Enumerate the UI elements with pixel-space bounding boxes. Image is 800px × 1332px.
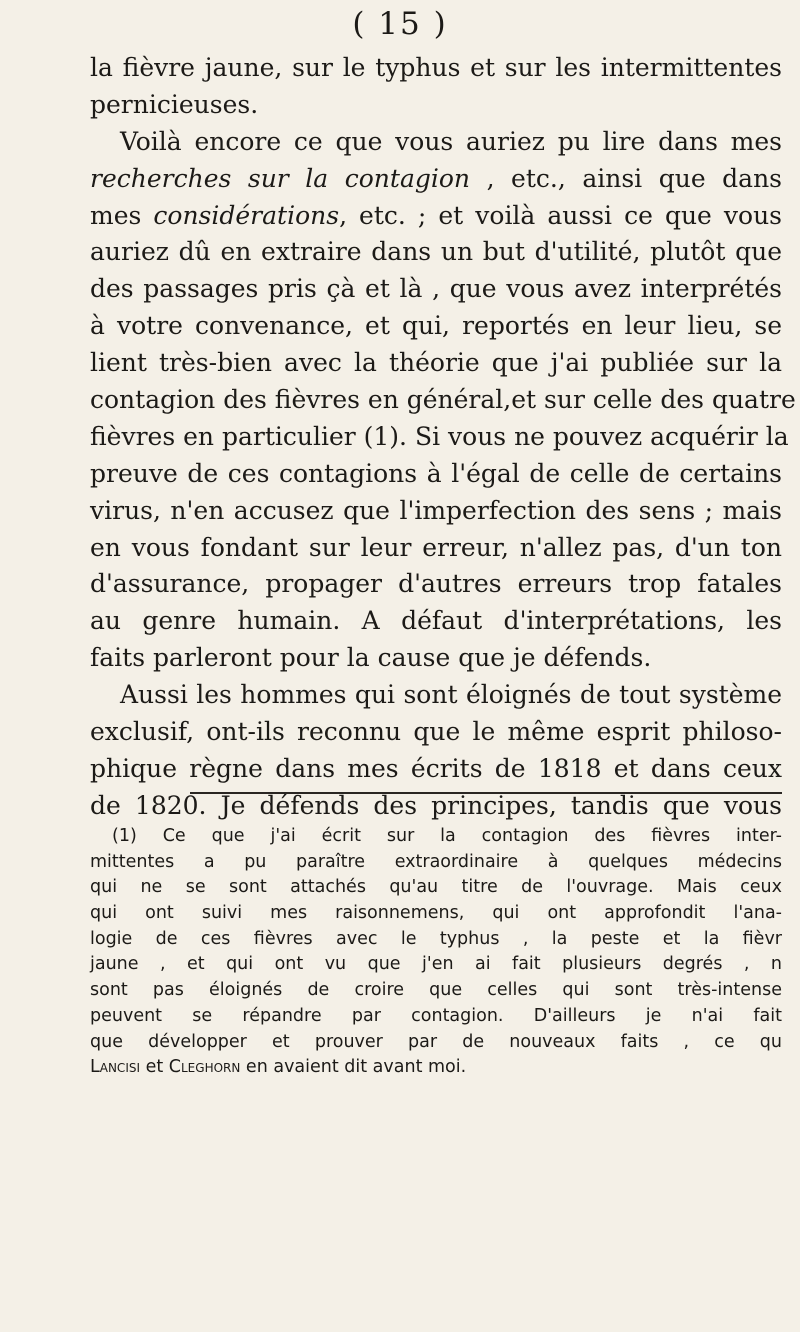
body-line [90, 382, 796, 419]
body-line [90, 345, 782, 382]
body-line [90, 161, 782, 198]
body-line [90, 714, 782, 751]
footnote-text-run: peuvent se répandre par contagion. D'ailleurs je n'ai fait [90, 1005, 782, 1026]
body-line [90, 124, 782, 161]
footnote-line [90, 927, 782, 953]
footnote-text-run: mittentes a pu paraître extraordinaire à quelques médecins [90, 851, 782, 872]
page-number: ( 15 ) [352, 6, 448, 42]
main-text [90, 50, 796, 825]
body-text-run: exclusif, ont-ils reconnu que le même esprit philoso- [90, 717, 782, 747]
footnote-line [90, 901, 782, 927]
body-text-run: Voilà encore ce que vous auriez pu lire dans mes [120, 126, 782, 156]
footnote-text-run: Cleghorn [168, 1057, 241, 1078]
body-line [90, 87, 782, 124]
body-text-run: d'assurance, propager d'autres erreurs trop fatales [90, 569, 782, 599]
footnote-text-run: et [140, 1057, 169, 1078]
body-line [90, 308, 782, 345]
body-text-run: fièvres en particulier (1). Si vous ne pouvez acquérir la [90, 421, 789, 451]
footnote-line [90, 952, 782, 978]
body-line [90, 271, 782, 308]
footnote-line [90, 978, 782, 1004]
body-line [90, 493, 782, 530]
footnote-text-run: que développer et prouver par de nouveaux faits , ce qu [90, 1031, 782, 1052]
body-text-run: Aussi les hommes qui sont éloignés de tout système [120, 680, 782, 710]
footnote-line [90, 850, 782, 876]
body-text-run: , etc., ainsi que dans [470, 163, 783, 193]
body-text-run: recherches sur la contagion [90, 163, 471, 193]
body-line [90, 419, 789, 456]
footnote-line [90, 1055, 782, 1081]
body-line [90, 530, 782, 567]
body-text-run: lient très-bien avec la théorie que j'ai publiée sur la [90, 348, 782, 378]
body-line [90, 50, 782, 87]
footnote-text-run: jaune , et qui ont vu que j'en ai fait plusieurs degrés , n [90, 954, 782, 975]
body-text-run: contagion des fièvres en général,et sur celle des quatre [90, 385, 796, 415]
body-line [90, 751, 782, 788]
body-line [90, 566, 782, 603]
footnote-text-run: qui ne se sont attachés qu'au titre de l'ouvrage. Mais ceux [90, 877, 782, 898]
footnote-line [90, 824, 782, 850]
footnote-text-run: qui ont suivi mes raisonnemens, qui ont approfondit l'ana- [90, 903, 782, 924]
footnote-text-run: Lancisi [90, 1057, 141, 1078]
body-text-run: auriez dû en extraire dans un but d'utilité, plutôt que [90, 237, 782, 267]
footnote-text-run: logie de ces fièvres avec le typhus , la peste et la fièvr [90, 928, 782, 949]
footnote-line [90, 875, 782, 901]
body-text-run: , etc. ; et voilà aussi ce que vous [339, 200, 783, 230]
body-text-run: en vous fondant sur leur erreur, n'allez pas, d'un ton [90, 532, 782, 562]
body-text-run: phique règne dans mes écrits de 1818 et dans ceux [90, 753, 782, 783]
body-text-run: virus, n'en accusez que l'imperfection des sens ; mais [90, 495, 782, 525]
body-line [90, 456, 782, 493]
footnote-text-run: en avaient dit avant moi. [240, 1057, 467, 1078]
body-text-run: la fièvre jaune, sur le typhus et sur les intermittentes [90, 53, 782, 82]
footnote-line [90, 1004, 782, 1030]
footnote [90, 824, 782, 1081]
body-text-run: à votre convenance, et qui, reportés en leur lieu, se [90, 311, 782, 341]
footnote-text-run: sont pas éloignés de croire que celles qui sont très-intense [90, 980, 782, 1001]
footnote-separator-rule [190, 792, 782, 794]
body-line [90, 603, 782, 640]
body-text-run: mes [90, 200, 154, 230]
body-text-run: pernicieuses. [90, 89, 259, 119]
footnote-text-run: (1) Ce que j'ai écrit sur la contagion des fièvres inter- [112, 826, 782, 846]
body-text-run: faits parleront pour la cause que je défends. [90, 643, 652, 673]
body-text-run: preuve de ces contagions à l'égal de celle de certains [90, 458, 782, 488]
body-text-run: de 1820. Je défends des principes, tandis que vous [90, 790, 782, 820]
body-line [90, 640, 782, 677]
body-text-run: au genre humain. A défaut d'interprétations, les [90, 606, 782, 636]
body-text-run: des passages pris çà et là , que vous avez interprétés [90, 274, 782, 304]
body-line [90, 198, 782, 235]
footnote-line [90, 1030, 782, 1056]
body-text-run: considérations [153, 200, 340, 230]
body-line [90, 677, 782, 714]
body-line [90, 234, 782, 271]
